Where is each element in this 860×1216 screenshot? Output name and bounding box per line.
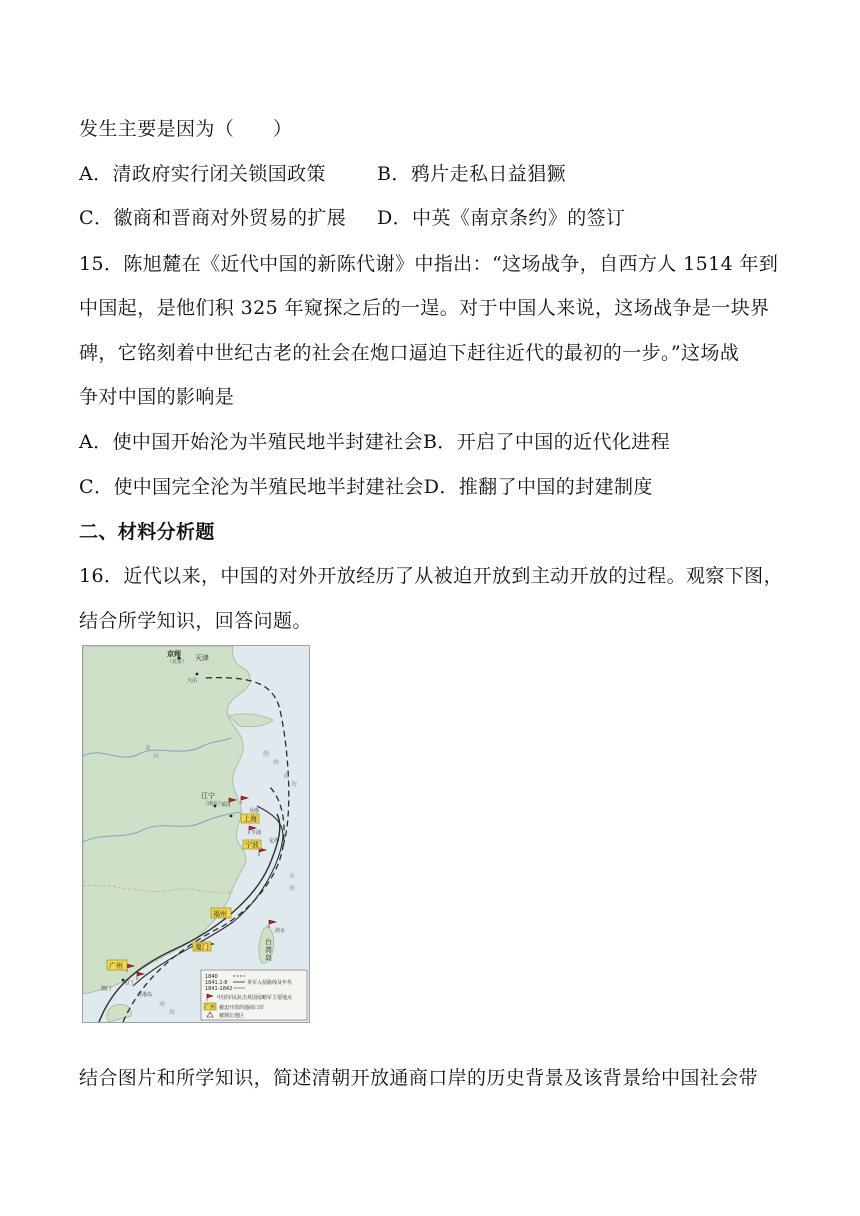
legend-year-1840: 1840 (205, 974, 218, 980)
label-taiwan-wan: 湾 (265, 946, 272, 954)
label-donghai-hai: 海 (289, 885, 296, 892)
label-nanhai-nan: 南 (159, 1001, 166, 1008)
label-ningbo: 宁波 (245, 841, 259, 849)
label-danshui: 淡水 (275, 928, 286, 934)
q14-stem-tail: 发生主要是因为（ ） (79, 118, 293, 140)
label-wusong: 吴淞 (249, 808, 260, 814)
opium-war-map (82, 645, 310, 1023)
label-bohai-hai: 海 (273, 759, 280, 766)
label-taiwan-tai: 台 (265, 938, 272, 946)
label-huanghe-huang: 黄 (145, 745, 152, 752)
label-huanghai-huang: 黄 (283, 773, 290, 780)
label-xiamen: 厦门 (195, 943, 209, 951)
label-huanghai-hai: 海 (291, 781, 298, 788)
q14-option-c[interactable]: C．徽商和晋商对外贸易的扩展 (79, 207, 347, 229)
legend-port: 被迫开放的通商口岸 (219, 1005, 265, 1011)
q15-stem-line-4: 争对中国的影响是 (79, 386, 235, 408)
q15-option-row-2 (79, 475, 653, 499)
label-nanjing: （南京） (203, 801, 224, 807)
label-guangzhou: 广州 (109, 962, 123, 970)
q15-stem-line-2: 中国起，是他们积 325 年窥探之后的一逞。对于中国人来说，这场战争是一块界 (79, 297, 770, 319)
label-jingshi: 京师 (167, 650, 181, 658)
label-tianjin: 天津 (195, 654, 209, 662)
q15-option-a[interactable]: A．使中国开始沦为半殖民地半封建社会 (79, 431, 423, 453)
q14-option-row-2 (79, 206, 626, 230)
label-bohai-bo: 渤 (263, 751, 270, 758)
q16-question-line: 结合图片和所学知识，简述清朝开放通商口岸的历史背景及该背景给中国社会带 (79, 1067, 759, 1089)
map-legend (201, 970, 307, 1020)
label-taiwan-dao: 岛 (265, 954, 272, 962)
label-nanhai-hai: 海 (169, 1009, 176, 1016)
label-dinghai: 定海 (269, 838, 280, 844)
label-shanghai: 上海 (243, 815, 257, 823)
label-zhapu: 乍浦 (251, 830, 262, 836)
label-xianggang: 香港岛 (137, 992, 153, 998)
q14-option-d[interactable]: D．中英《南京条约》的签订 (377, 207, 626, 229)
q16-stem-line-2: 结合所学知识，回答问题。 (79, 610, 312, 632)
label-donghai-dong: 东 (289, 873, 296, 880)
legend-ceded: 被割让地区 (219, 1013, 245, 1019)
legend-resist: 中国军民抗击英国侵略军主要地点 (217, 995, 293, 1001)
q15-stem-line-1: 15．陈旭麓在《近代中国的新陈代谢》中指出：“这场战争，自西方人 1514 年到 (79, 253, 779, 275)
q15-stem-line-3: 碑，它铭刻着中世纪古老的社会在炮口逼迫下赶往近代的最初的一步。”这场战 (79, 342, 740, 364)
label-dagu: 大沽 (187, 678, 198, 684)
q15-option-b[interactable]: B．开启了中国的近代化进程 (422, 431, 671, 453)
q14-option-b[interactable]: B．鸦片走私日益猖獗 (377, 163, 566, 185)
legend-year-1841: 1841.1-8 (205, 980, 228, 986)
q14-option-row-1 (79, 162, 566, 186)
q14-option-a[interactable]: A．清政府实行闭关锁国政策 (79, 163, 326, 185)
label-fuzhou: 福州 (213, 910, 227, 918)
label-humen: 虎门 (123, 980, 134, 986)
q15-option-d[interactable]: D．推翻了中国的封建制度 (423, 476, 653, 498)
label-aomen: 澳门 (101, 986, 112, 992)
q16-stem-line-1: 16．近代以来，中国的对外开放经历了从被迫开放到主动开放的过程。观察下图， (79, 565, 783, 587)
q15-option-row-1 (79, 430, 670, 454)
legend-route: 英军入侵路线及年代 (247, 980, 293, 986)
q15-option-c[interactable]: C．使中国完全沦为半殖民地半封建社会 (79, 476, 424, 498)
section-heading: 二、材料分析题 (79, 521, 215, 543)
label-huanghe-he: 河 (153, 753, 160, 760)
map-svg (83, 646, 309, 1022)
legend-year-1842: 1841-1842 (205, 986, 233, 992)
legend-port-sample: 广州 (205, 1004, 216, 1011)
label-jiangning: 江宁 (201, 792, 215, 800)
label-zhenjiang: 镇江 (221, 802, 232, 808)
label-beijing: （北京） (167, 659, 188, 665)
